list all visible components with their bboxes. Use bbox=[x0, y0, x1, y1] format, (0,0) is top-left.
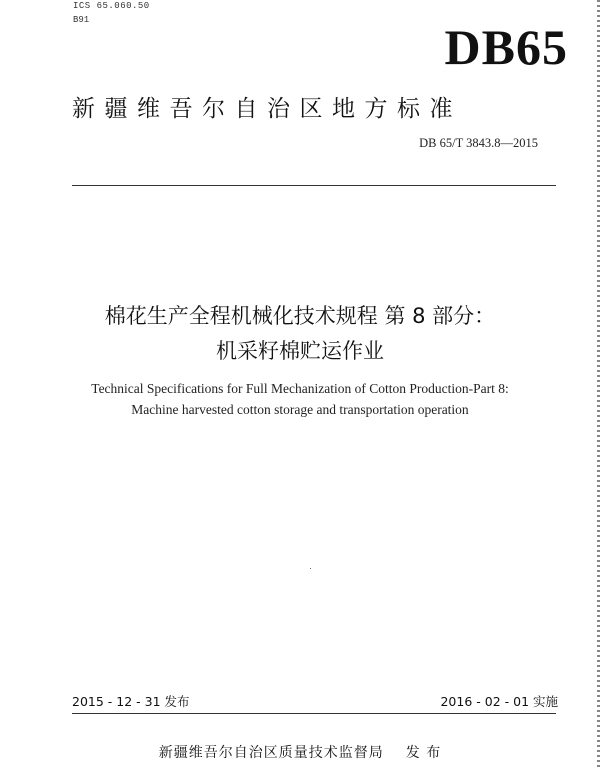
issuer-action: 发 布 bbox=[405, 745, 442, 761]
ics-code: ICS 65.060.50 bbox=[73, 1, 150, 11]
issuing-authority bbox=[0, 742, 600, 762]
issue-date: 2015 - 12 - 31 发布 bbox=[72, 694, 190, 709]
top-divider bbox=[72, 185, 556, 186]
issuer-name: 新疆维吾尔自治区质量技术监督局 bbox=[158, 745, 384, 761]
bottom-divider bbox=[72, 713, 556, 714]
ccs-code: B91 bbox=[73, 15, 90, 25]
standard-logo: DB65 bbox=[444, 19, 568, 75]
standard-number: DB 65/T 3843.8—2015 bbox=[419, 136, 538, 150]
title-cn-line1: 棉花生产全程机械化技术规程 第 8 部分： bbox=[104, 304, 496, 328]
title-en-line1: Technical Specifications for Full Mechanization of Cotton Production-Part 8: bbox=[91, 381, 509, 396]
implementation-date: 2016 - 02 - 01 实施 bbox=[440, 694, 558, 709]
title-cn-line2: 机采籽棉贮运作业 bbox=[216, 339, 384, 363]
standard-kind: 新疆维吾尔自治区地方标准 bbox=[72, 96, 462, 122]
title-en-line2: Machine harvested cotton storage and transportation operation bbox=[131, 402, 469, 417]
scan-speck bbox=[310, 568, 311, 569]
